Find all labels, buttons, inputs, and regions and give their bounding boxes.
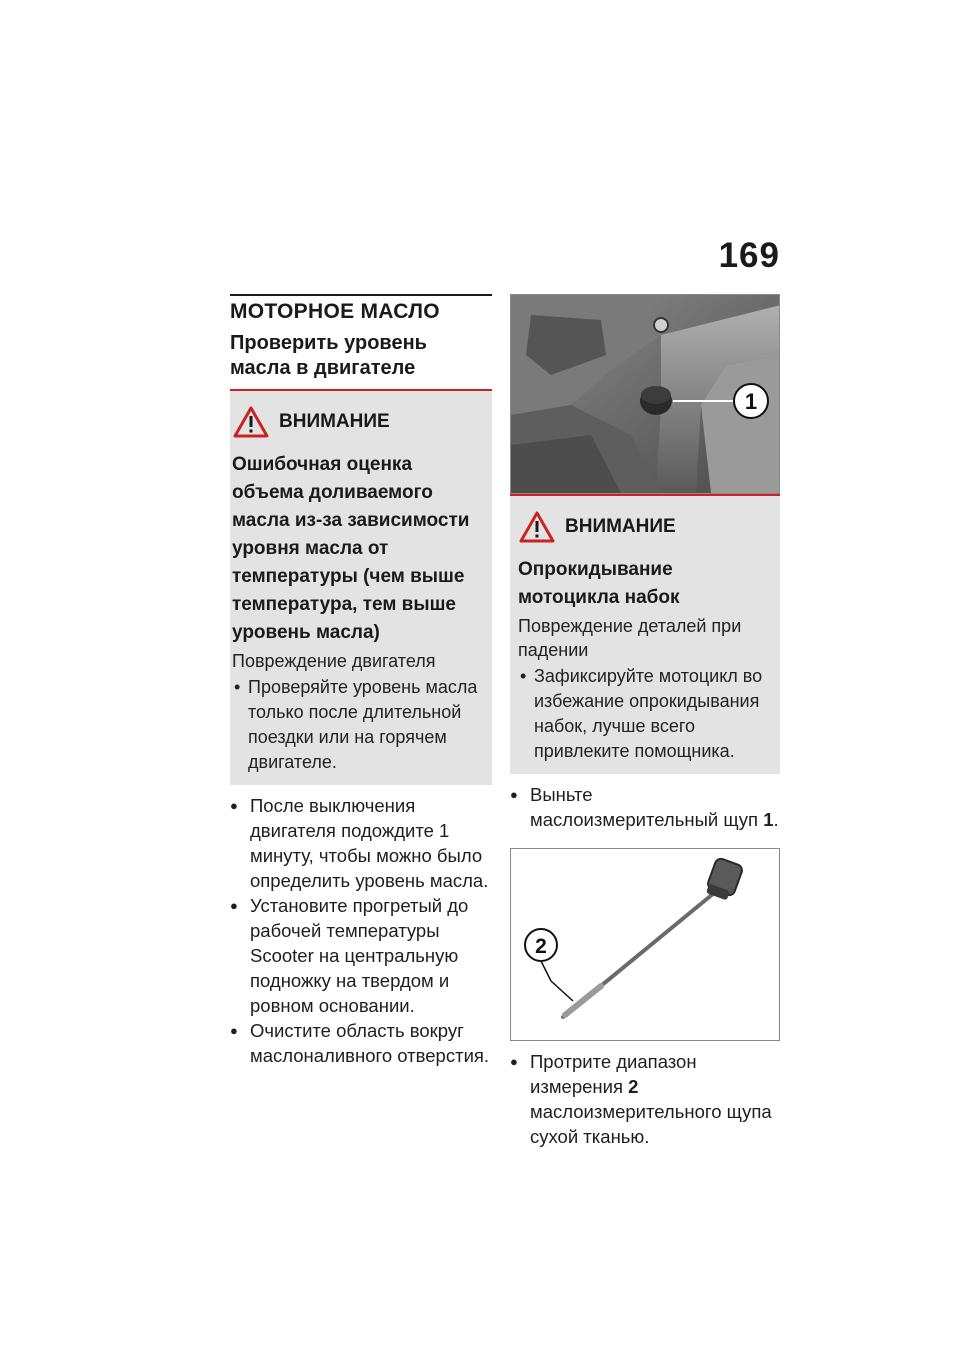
warning-cause: Опрокидывание мотоцикла набок — [518, 559, 680, 608]
warning-action: • Зафиксируйте мотоцикл во избежание опрокидывания набок, лучше всего привлеките помощника. — [518, 664, 770, 764]
warning-header — [518, 510, 770, 544]
step-text: маслоизмерительного щупа сухой тканью. — [530, 1101, 772, 1147]
warning-effect: Повреждение деталей при падении — [518, 616, 742, 660]
step-item — [510, 1049, 780, 1149]
step-item: ● Очистите область вокруг маслоналивного отверстия. — [230, 1018, 492, 1068]
warning-box — [230, 391, 492, 785]
warning-heading: ВНИМАНИЕ — [565, 516, 676, 537]
warning-actions — [232, 675, 482, 775]
procedure-steps — [230, 793, 492, 1068]
oil-filler-photo — [510, 294, 780, 494]
warning-cause: Ошибочная оценка объема доливаемого масла из-за зависимости уровня масла от температуры (чем выше температура, тем выше уровень масла) — [232, 454, 470, 643]
dipstick-drawing — [511, 849, 780, 1040]
callout-1: 1 — [744, 389, 758, 414]
step-suffix: . — [773, 809, 779, 830]
step-item: ● После выключения двигателя подождите 1 минуту, чтобы можно было определить уровень масла. — [230, 793, 492, 893]
step-text: Протрите диапазон измерения — [530, 1051, 697, 1097]
warning-box — [510, 494, 780, 774]
step-item: ● Установите прогретый до рабочей температуры Scooter на центральную подножку на твердом и ровном основании. — [230, 893, 492, 1018]
warning-header — [232, 405, 482, 439]
subsection-title: Проверить уровень масла в двигателе — [230, 331, 492, 391]
page-number: 169 — [718, 236, 780, 275]
procedure-steps — [510, 1049, 780, 1149]
warning-triangle-icon — [518, 510, 556, 544]
warning-triangle-icon — [232, 405, 270, 439]
callout-2: 2 — [535, 935, 547, 958]
ref-number: 1 — [763, 809, 774, 830]
ref-number: 2 — [628, 1076, 639, 1097]
step-text: Выньте маслоизмерительный щуп — [530, 784, 759, 830]
dipstick-illustration — [510, 848, 780, 1041]
warning-actions — [518, 664, 770, 764]
warning-heading: ВНИМАНИЕ — [279, 411, 390, 432]
section-title: МОТОРНОЕ МАСЛО — [230, 294, 492, 324]
oil-filler-illustration — [511, 295, 780, 493]
left-column — [230, 294, 492, 1068]
step-item — [510, 782, 780, 832]
warning-effect: Повреждение двигателя — [232, 651, 436, 671]
procedure-steps — [510, 782, 780, 832]
right-column — [510, 294, 780, 1149]
warning-action: • Проверяйте уровень масла только после длительной поездки или на горячем двигателе. — [232, 675, 482, 775]
